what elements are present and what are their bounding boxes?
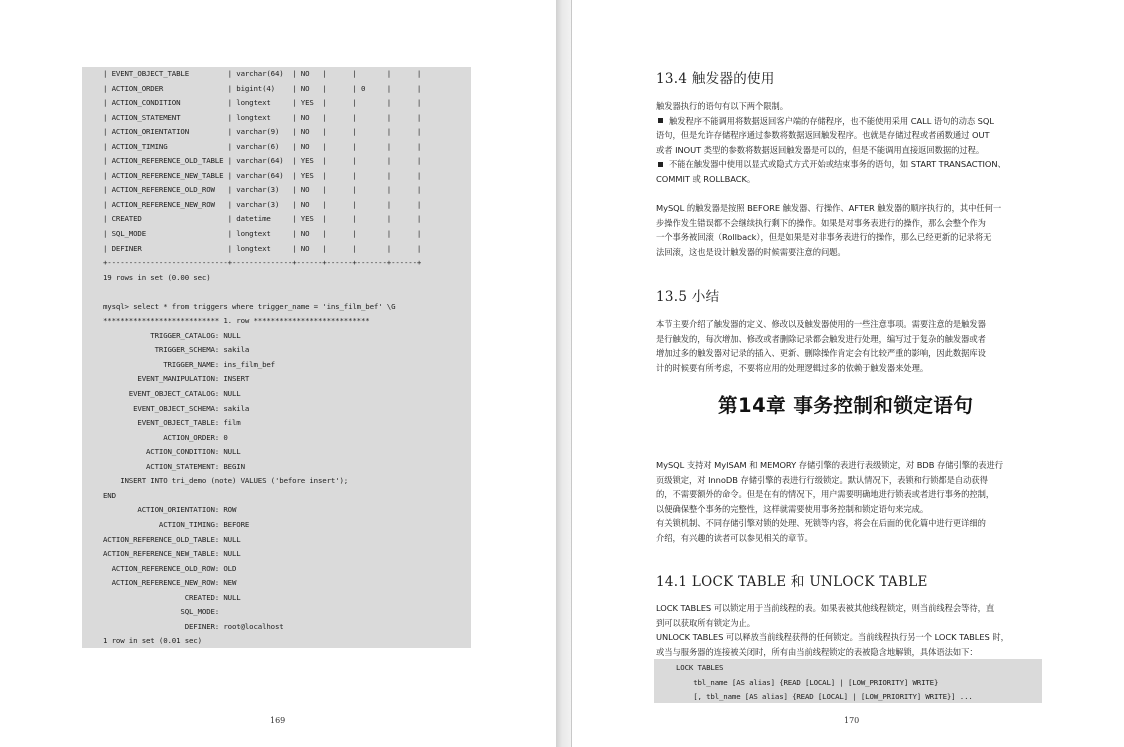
paragraph-line: MySQL 支持对 MyISAM 和 MEMORY 存储引擎的表进行表级锁定，对 BDB 存储引擎的表进行	[656, 460, 1003, 470]
paragraph-line: 有关锁机制、不同存储引擎对锁的处理、死锁等内容，将会在后面的优化篇中进行更详细的	[656, 518, 986, 529]
code-line: ACTION_CONDITION: NULL	[103, 447, 241, 457]
code-line: ACTION_REFERENCE_NEW_ROW: NEW	[103, 578, 237, 588]
code-line: EVENT_OBJECT_SCHEMA: sakila	[103, 403, 250, 413]
right-page	[572, 0, 1124, 747]
code-line	[103, 285, 471, 300]
code-line: TRIGGER_NAME: ins_film_bef	[103, 359, 275, 369]
bullet-2-line: 不能在触发器中使用以显式或隐式方式开始或结束事务的语句，如 START TRANSACTION、	[669, 159, 1006, 170]
section-13-5-paragraph	[656, 317, 1046, 375]
left-page	[0, 0, 556, 747]
paragraph-line: 以便确保整个事务的完整性，这样就需要使用事务控制和锁定语句来完成。	[656, 503, 929, 514]
code-line: DEFINER: root@localhost	[103, 621, 284, 631]
code-line: ACTION_REFERENCE_NEW_TABLE: NULL	[103, 549, 241, 559]
section-heading-14-1: 14.1 LOCK TABLE 和 UNLOCK TABLE	[656, 574, 928, 590]
paragraph-line: 介绍，有兴趣的读者可以参见相关的章节。	[656, 532, 813, 543]
code-line: | ACTION_CONDITION | longtext | YES | | | |	[103, 98, 422, 108]
code-line: TRIGGER_CATALOG: NULL	[103, 330, 241, 340]
code-line: ACTION_ORIENTATION: ROW	[103, 505, 237, 515]
page-number: 169	[270, 716, 286, 725]
code-line: | ACTION_REFERENCE_NEW_TABLE | varchar(64) | YES | | | |	[103, 170, 422, 180]
code-line: ACTION_REFERENCE_OLD_ROW: OLD	[103, 563, 237, 573]
paragraph-line: MySQL 的触发器是按照 BEFORE 触发器、行操作、AFTER 触发器的顺序执行的，其中任何一	[656, 203, 1002, 213]
code-line: | ACTION_STATEMENT | longtext | NO | | | |	[103, 112, 422, 122]
code-line: 1 row in set (0.01 sec)	[103, 636, 202, 646]
bullet-1-line: 触发程序不能调用将数据返回客户端的存储程序，也不能使用采用 CALL 语句的动态 SQL	[669, 115, 994, 126]
code-line: | ACTION_REFERENCE_NEW_ROW | varchar(3) | NO | | | |	[103, 199, 422, 209]
paragraph-line: 步操作发生错误都不会继续执行剩下的操作。如果是对事务表进行的操作，那么会整个作为	[656, 217, 986, 228]
code-line: | ACTION_ORIENTATION | varchar(9) | NO | | | |	[103, 127, 422, 137]
book-gutter	[556, 0, 572, 747]
paragraph-line: 增加过多的触发器对记录的插入、更新、删除操作肯定会有比较严重的影响，因此数据库设	[656, 348, 986, 359]
code-line: | ACTION_ORDER | bigint(4) | NO | | 0 | |	[103, 83, 422, 93]
code-line: [, tbl_name [AS alias] {READ [LOCAL] | [LOW_PRIORITY] WRITE}] ...	[676, 692, 973, 701]
paragraph-line: LOCK TABLES 可以锁定用于当前线程的表。如果表被其他线程锁定，则当前线程会等待，直	[656, 603, 995, 613]
code-line: END	[103, 490, 116, 500]
code-line: | CREATED | datetime | YES | | | |	[103, 214, 422, 224]
code-line: EVENT_OBJECT_TABLE: film	[103, 418, 241, 428]
paragraph-line: 或当与服务器的连接被关闭时，所有由当前线程锁定的表被隐含地解锁，具体语法如下：	[656, 646, 978, 657]
code-line: +----------------------------+--------------+------+------+-------+------+	[103, 258, 422, 268]
code-line: TRIGGER_SCHEMA: sakila	[103, 345, 250, 355]
paragraph-line: 到可以获取所有锁定为止。	[656, 617, 755, 628]
bullet-2	[656, 157, 1046, 186]
section-14-1-paragraph	[656, 601, 1046, 659]
paragraph-line: 计的时候要有所考虑，不要将应用的处理逻辑过多的依赖于触发器来处理。	[656, 362, 929, 373]
bullet-1-line: 或者 INOUT 类型的参数将数据返回触发器是可以的，但是不能调用直接返回数据的过程。	[656, 144, 985, 155]
code-line: EVENT_MANIPULATION: INSERT	[103, 374, 250, 384]
bullet-2-line: COMMIT 或 ROLLBACK。	[656, 173, 756, 184]
page-number: 170	[844, 716, 860, 725]
section-heading-13-4: 13.4 触发器的使用	[656, 71, 775, 87]
bullet-square-icon	[658, 118, 663, 123]
code-line: | ACTION_TIMING | varchar(6) | NO | | | |	[103, 141, 422, 151]
chapter-title: 第14章 事务控制和锁定语句	[718, 394, 974, 417]
code-line: ACTION_REFERENCE_OLD_TABLE: NULL	[103, 534, 241, 544]
section-heading-13-5: 13.5 小结	[656, 289, 720, 305]
paragraph-line: 法回滚，这也是设计触发器的时候需要注意的问题。	[656, 246, 846, 257]
bullet-1	[656, 114, 1046, 158]
paragraph-line: 本节主要介绍了触发器的定义、修改以及触发器使用的一些注意事项。需要注意的是触发器	[656, 319, 986, 329]
code-line: SQL_MODE:	[103, 607, 220, 617]
code-line: ACTION_ORDER: 0	[103, 432, 228, 442]
code-line: | EVENT_OBJECT_TABLE | varchar(64) | NO | | | |	[103, 69, 422, 78]
code-line: ACTION_STATEMENT: BEGIN	[103, 461, 245, 471]
section-13-4-paragraph	[656, 201, 1046, 259]
lock-tables-syntax-block	[654, 659, 1042, 703]
mysql-output-block	[82, 67, 471, 648]
paragraph-line: 页级锁定，对 InnoDB 存储引擎的表进行行级锁定。默认情况下，表锁和行锁都是自动获得	[656, 474, 988, 485]
code-line: INSERT INTO tri_demo (note) VALUES ('before insert');	[103, 476, 349, 486]
code-line: | ACTION_REFERENCE_OLD_TABLE | varchar(64) | YES | | | |	[103, 156, 422, 166]
code-line: mysql> select * from triggers where trigger_name = 'ins_film_bef' \G	[103, 301, 396, 311]
paragraph-line: 是行触发的，每次增加、修改或者删除记录都会触发进行处理，编写过于复杂的触发器或者	[656, 333, 986, 344]
chapter-intro	[656, 458, 1046, 546]
code-line: tbl_name [AS alias] {READ [LOCAL] | [LOW_PRIORITY] WRITE}	[676, 677, 939, 687]
code-line: | SQL_MODE | longtext | NO | | | |	[103, 229, 422, 239]
code-line: | ACTION_REFERENCE_OLD_ROW | varchar(3) | NO | | | |	[103, 185, 422, 195]
bullet-1-line: 语句，但是允许存储程序通过参数将数据返回触发程序。也就是存储过程或者函数通过 OUT	[656, 130, 990, 141]
code-line: *************************** 1. row ***************************	[103, 316, 370, 326]
bullet-square-icon	[658, 162, 663, 167]
paragraph-line: UNLOCK TABLES 可以释放当前线程获得的任何锁定。当前线程执行另一个 LOCK TABLES 时，	[656, 632, 1009, 643]
paragraph-line: 一个事务被回滚（Rollback），但是如果是对非事务表进行的操作，那么已经更新的记录将无	[656, 232, 992, 243]
intro-line: 触发器执行的语句有以下两个限制。	[656, 101, 788, 111]
code-line: ACTION_TIMING: BEFORE	[103, 519, 250, 529]
code-line: | DEFINER | longtext | NO | | | |	[103, 243, 422, 253]
paragraph-line: 的，不需要额外的命令。但是在有的情况下，用户需要明确地进行锁表或者进行事务的控制，	[656, 489, 995, 500]
code-line: EVENT_OBJECT_CATALOG: NULL	[103, 389, 241, 399]
section-13-4-body	[656, 99, 1046, 187]
code-line: CREATED: NULL	[103, 592, 241, 602]
code-line: LOCK TABLES	[676, 663, 724, 672]
code-line: 19 rows in set (0.00 sec)	[103, 272, 211, 282]
